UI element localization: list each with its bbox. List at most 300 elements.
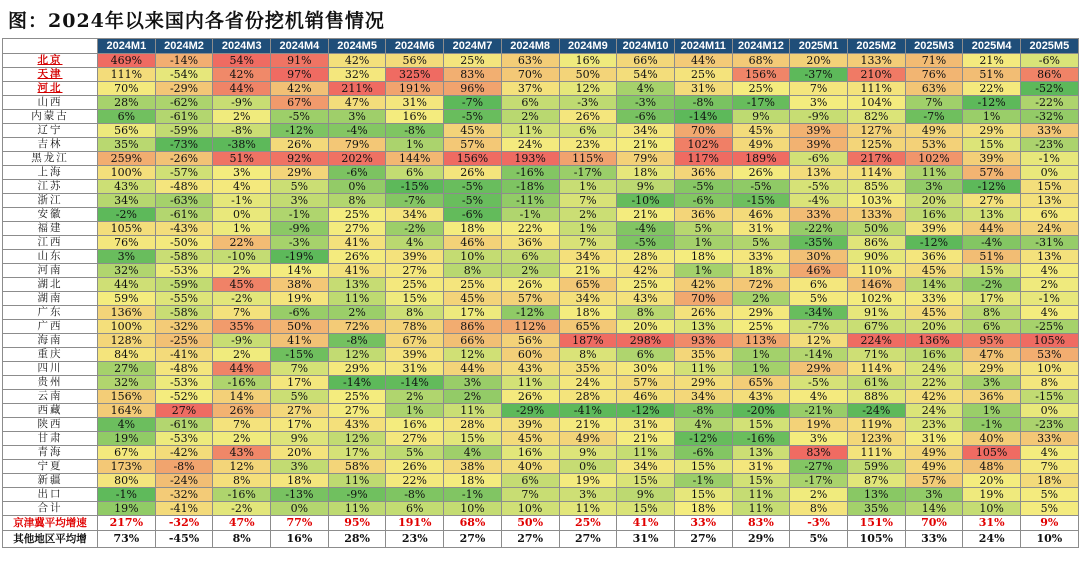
data-cell: 22% [386,474,444,488]
data-cell: 41% [328,264,386,278]
data-cell: 11% [617,446,675,460]
data-cell: 42% [674,278,732,292]
data-cell: 8% [386,306,444,320]
data-cell: 26% [271,138,329,152]
data-cell: -7% [386,194,444,208]
data-cell: 25% [732,82,790,96]
province-sales-table-container [2,38,1078,548]
data-cell: 13% [847,488,905,502]
data-cell: 164% [98,404,156,418]
summary-cell: 50% [501,516,559,531]
data-cell: 7% [1021,460,1079,474]
data-cell: -50% [155,236,213,250]
data-cell: 79% [617,152,675,166]
data-cell: 10% [501,502,559,516]
data-cell: 4% [674,418,732,432]
data-cell: 5% [386,446,444,460]
row-label: 山东 [3,250,98,264]
data-cell: 18% [444,222,502,236]
data-cell: -43% [155,222,213,236]
data-cell: -73% [155,138,213,152]
row-label: 湖北 [3,278,98,292]
data-cell: 40% [501,460,559,474]
data-cell: -29% [501,404,559,418]
data-cell: 59% [847,460,905,474]
row-label: 黑龙江 [3,152,98,166]
data-cell: 136% [98,306,156,320]
data-cell: 39% [386,348,444,362]
summary-cell: 27% [444,531,502,548]
row-label: 云南 [3,390,98,404]
data-cell: -41% [155,348,213,362]
data-cell: 3% [444,376,502,390]
data-cell: 4% [444,446,502,460]
summary-cell: 31% [963,516,1021,531]
table-body [3,54,1079,548]
data-cell: 24% [559,376,617,390]
data-cell: 20% [905,194,963,208]
data-cell: 15% [386,292,444,306]
data-cell: -37% [790,68,848,82]
data-cell: 67% [271,96,329,110]
data-cell: -53% [155,264,213,278]
row-label: 浙江 [3,194,98,208]
data-cell: -61% [155,110,213,124]
data-cell: 35% [674,348,732,362]
data-cell: -5% [444,180,502,194]
data-cell: 42% [213,68,271,82]
data-cell: 22% [501,222,559,236]
data-cell: 70% [501,68,559,82]
data-cell: 71% [905,54,963,68]
data-cell: 17% [271,376,329,390]
data-cell: 46% [790,264,848,278]
data-cell: 191% [386,82,444,96]
data-cell: 23% [905,418,963,432]
data-cell: -38% [213,138,271,152]
table-row [3,110,1079,124]
data-cell: 12% [213,460,271,474]
data-cell: 25% [328,390,386,404]
data-cell: -8% [328,334,386,348]
data-cell: 80% [98,474,156,488]
data-cell: -6% [674,194,732,208]
data-cell: 16% [386,418,444,432]
data-cell: 92% [271,152,329,166]
table-row [3,334,1079,348]
data-cell: 12% [444,348,502,362]
data-cell: -11% [501,194,559,208]
row-label: 天津 [3,68,98,82]
data-cell: 10% [444,502,502,516]
data-cell: 59% [98,292,156,306]
data-cell: -32% [155,320,213,334]
data-cell: 17% [271,418,329,432]
data-cell: -22% [1021,96,1079,110]
data-cell: 56% [98,124,156,138]
data-cell: 6% [790,278,848,292]
data-cell: 17% [963,292,1021,306]
data-cell: 42% [617,264,675,278]
data-cell: 2% [1021,278,1079,292]
data-cell: 72% [732,278,790,292]
column-header: 2024M7 [444,39,502,54]
data-cell: 0% [328,180,386,194]
row-label: 贵州 [3,376,98,390]
column-header: 2025M5 [1021,39,1079,54]
data-cell: 2% [213,432,271,446]
data-cell: 32% [98,264,156,278]
data-cell: -41% [559,404,617,418]
data-cell: 51% [213,152,271,166]
data-cell: -52% [155,390,213,404]
table-row [3,320,1079,334]
data-cell: 26% [501,390,559,404]
data-cell: 8% [559,348,617,362]
data-cell: 24% [501,138,559,152]
data-cell: 5% [674,222,732,236]
data-cell: 133% [847,208,905,222]
summary-cell: 33% [905,531,963,548]
data-cell: 29% [328,362,386,376]
data-cell: 41% [271,334,329,348]
data-cell: -5% [271,110,329,124]
row-label: 山西 [3,96,98,110]
column-header: 2024M2 [155,39,213,54]
data-cell: 66% [617,54,675,68]
data-cell: -6% [444,208,502,222]
data-cell: 13% [790,166,848,180]
data-cell: -61% [155,208,213,222]
data-cell: -62% [155,96,213,110]
row-label: 江苏 [3,180,98,194]
data-cell: -2% [213,292,271,306]
data-cell: 13% [732,446,790,460]
data-cell: 31% [617,418,675,432]
data-cell: 217% [847,152,905,166]
data-cell: 102% [847,292,905,306]
data-cell: 5% [790,292,848,306]
data-cell: 12% [328,348,386,362]
data-cell: -9% [213,334,271,348]
data-cell: -32% [1021,110,1079,124]
data-cell: -41% [155,502,213,516]
table-row [3,208,1079,222]
data-cell: 12% [559,82,617,96]
data-cell: 8% [213,474,271,488]
data-cell: -58% [155,306,213,320]
data-cell: 105% [963,446,1021,460]
data-cell: -12% [963,180,1021,194]
summary-cell: 41% [617,516,675,531]
data-cell: 5% [271,390,329,404]
column-header: 2024M9 [559,39,617,54]
data-cell: 13% [1021,250,1079,264]
data-cell: -31% [1021,236,1079,250]
data-cell: 91% [847,306,905,320]
data-cell: 29% [963,124,1021,138]
data-cell: -9% [328,488,386,502]
data-cell: 6% [1021,208,1079,222]
data-cell: 45% [905,264,963,278]
data-cell: 24% [905,404,963,418]
data-cell: -22% [790,222,848,236]
data-cell: 21% [617,432,675,446]
data-cell: 33% [1021,432,1079,446]
summary-cell: 24% [963,531,1021,548]
data-cell: 11% [328,292,386,306]
data-cell: 2% [386,390,444,404]
table-row [3,124,1079,138]
data-cell: 45% [501,432,559,446]
data-cell: 39% [501,418,559,432]
data-cell: -12% [674,432,732,446]
data-cell: 29% [271,166,329,180]
data-cell: 63% [905,82,963,96]
data-cell: 2% [501,110,559,124]
data-cell: 57% [444,138,502,152]
data-cell: -2% [98,208,156,222]
data-cell: 45% [444,124,502,138]
data-cell: 114% [847,166,905,180]
data-cell: 43% [732,390,790,404]
data-cell: -14% [386,376,444,390]
summary-cell: 68% [444,516,502,531]
table-row [3,292,1079,306]
data-cell: 11% [444,404,502,418]
data-cell: 57% [905,474,963,488]
data-cell: 103% [847,194,905,208]
data-cell: 6% [617,348,675,362]
column-header: 2025M1 [790,39,848,54]
data-cell: -4% [790,194,848,208]
data-cell: 6% [501,250,559,264]
data-cell: 11% [732,502,790,516]
data-cell: 16% [501,446,559,460]
data-cell: 47% [328,96,386,110]
data-cell: 11% [328,474,386,488]
data-cell: 146% [847,278,905,292]
data-cell: -12% [963,96,1021,110]
data-cell: 9% [559,446,617,460]
data-cell: 47% [963,348,1021,362]
column-header: 2024M11 [674,39,732,54]
data-cell: 18% [444,474,502,488]
table-row [3,474,1079,488]
data-cell: 25% [386,278,444,292]
table-row [3,222,1079,236]
data-cell: 119% [847,418,905,432]
data-cell: -12% [905,236,963,250]
data-cell: 15% [674,488,732,502]
data-cell: 65% [559,320,617,334]
data-cell: -48% [155,180,213,194]
data-cell: 6% [963,320,1021,334]
column-header: 2024M12 [732,39,790,54]
data-cell: 37% [501,82,559,96]
data-cell: 8% [328,194,386,208]
summary-cell: 95% [328,516,386,531]
data-cell: 18% [1021,474,1079,488]
summary-cell: 27% [674,531,732,548]
data-cell: 29% [963,362,1021,376]
data-cell: 36% [905,250,963,264]
data-cell: 12% [790,334,848,348]
data-cell: -26% [155,152,213,166]
data-cell: -19% [271,250,329,264]
data-cell: 202% [328,152,386,166]
data-cell: -2% [386,222,444,236]
data-cell: -1% [963,418,1021,432]
data-cell: 36% [674,166,732,180]
data-cell: 43% [98,180,156,194]
data-cell: 24% [1021,222,1079,236]
row-label: 新疆 [3,474,98,488]
data-cell: -16% [732,432,790,446]
table-row [3,250,1079,264]
data-cell: 43% [328,418,386,432]
data-cell: 15% [444,432,502,446]
data-cell: 29% [790,362,848,376]
data-cell: 30% [617,362,675,376]
data-cell: 4% [213,180,271,194]
data-cell: 38% [271,278,329,292]
data-cell: -5% [444,110,502,124]
data-cell: 33% [790,208,848,222]
data-cell: 10% [444,250,502,264]
summary-cell: 217% [98,516,156,531]
data-cell: 113% [732,334,790,348]
data-cell: -5% [617,236,675,250]
data-cell: 10% [1021,362,1079,376]
data-cell: 50% [271,320,329,334]
data-cell: 15% [674,460,732,474]
data-cell: -1% [674,474,732,488]
data-cell: -54% [155,68,213,82]
data-cell: 14% [213,390,271,404]
data-cell: 27% [386,264,444,278]
data-cell: 1% [386,138,444,152]
data-cell: 18% [617,166,675,180]
row-label: 江西 [3,236,98,250]
table-row [3,278,1079,292]
data-cell: -1% [1021,152,1079,166]
data-cell: -57% [155,166,213,180]
data-cell: -3% [617,96,675,110]
province-sales-table [2,38,1079,548]
row-label: 河南 [3,264,98,278]
data-cell: 25% [674,68,732,82]
data-cell: 20% [963,474,1021,488]
table-row [3,194,1079,208]
data-cell: -25% [1021,320,1079,334]
summary-cell: 8% [213,531,271,548]
data-cell: 0% [271,502,329,516]
data-cell: 13% [674,320,732,334]
data-cell: 13% [1021,194,1079,208]
data-cell: -42% [155,446,213,460]
data-cell: 70% [674,292,732,306]
data-cell: -3% [271,236,329,250]
data-cell: 27% [328,404,386,418]
data-cell: -27% [790,460,848,474]
data-cell: 111% [847,446,905,460]
table-row [3,502,1079,516]
data-cell: 18% [559,306,617,320]
data-cell: 1% [213,222,271,236]
data-cell: 39% [905,222,963,236]
table-row [3,264,1079,278]
data-cell: 18% [271,474,329,488]
data-cell: -13% [271,488,329,502]
data-cell: 46% [444,236,502,250]
summary-cell: 47% [213,516,271,531]
data-cell: 105% [1021,334,1079,348]
data-cell: 7% [559,194,617,208]
data-cell: 4% [386,236,444,250]
row-label: 甘肃 [3,432,98,446]
data-cell: 102% [674,138,732,152]
data-cell: 54% [617,68,675,82]
data-cell: 46% [732,208,790,222]
data-cell: 36% [501,236,559,250]
data-cell: 44% [98,278,156,292]
data-cell: 173% [98,460,156,474]
data-cell: 66% [444,334,502,348]
data-cell: 15% [617,502,675,516]
data-cell: 6% [98,110,156,124]
data-cell: 19% [790,418,848,432]
data-cell: -8% [213,124,271,138]
data-cell: 36% [963,390,1021,404]
data-cell: 44% [213,82,271,96]
data-cell: 469% [98,54,156,68]
data-cell: 26% [444,166,502,180]
data-cell: 40% [963,432,1021,446]
data-cell: 25% [328,208,386,222]
data-cell: 42% [328,54,386,68]
data-cell: 70% [674,124,732,138]
data-cell: 1% [963,110,1021,124]
data-cell: -17% [732,96,790,110]
data-cell: -17% [559,166,617,180]
data-cell: -21% [790,404,848,418]
row-label: 辽宁 [3,124,98,138]
data-cell: 193% [501,152,559,166]
data-cell: 30% [790,250,848,264]
data-cell: 60% [501,348,559,362]
data-cell: 1% [674,236,732,250]
data-cell: -23% [1021,138,1079,152]
data-cell: 13% [963,208,1021,222]
data-cell: 67% [847,320,905,334]
data-cell: 32% [328,68,386,82]
data-cell: 26% [732,166,790,180]
data-cell: 35% [847,502,905,516]
data-cell: 54% [213,54,271,68]
data-cell: -15% [1021,390,1079,404]
data-cell: 26% [501,278,559,292]
data-cell: -15% [386,180,444,194]
data-cell: 2% [444,390,502,404]
data-cell: 28% [617,250,675,264]
data-cell: 2% [213,348,271,362]
data-cell: 11% [732,488,790,502]
data-cell: 57% [963,166,1021,180]
data-cell: -8% [674,404,732,418]
data-cell: -5% [674,180,732,194]
data-cell: 3% [905,488,963,502]
